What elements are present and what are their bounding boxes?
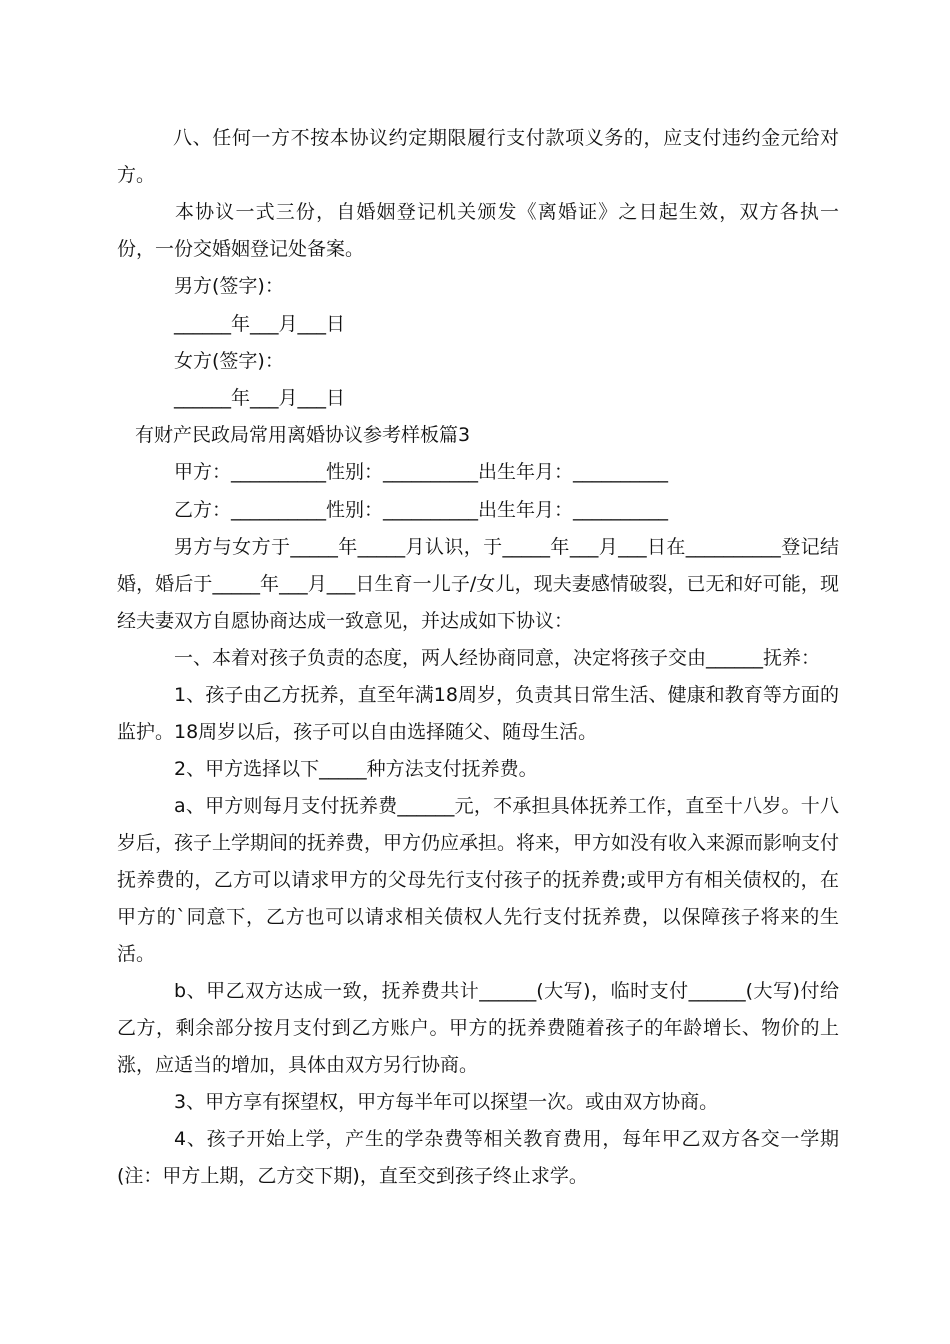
paragraph-payment-method: 2、甲方选择以下_____种方法支付抚养费。 bbox=[174, 758, 538, 780]
party-a-info: 甲方：__________性别：__________出生年月：__________ bbox=[174, 461, 669, 483]
female-signature-label: 女方(签字)： bbox=[174, 350, 284, 372]
paragraph-education-fees: 4、孩子开始上学，产生的学杂费等相关教育费用，每年甲乙双方各交一学期(注：甲方上期，乙方交下期)，直至交到孩子终止求学。 bbox=[117, 1128, 839, 1187]
paragraph-copies-effective: 本协议一式三份，自婚姻登记机关颁发《离婚证》之日起生效，双方各执一份，一份交婚姻登记处备案。 bbox=[117, 201, 839, 260]
female-date-line: ______年___月___日 bbox=[174, 387, 346, 409]
paragraph-visitation: 3、甲方享有探望权，甲方每半年可以探望一次。或由双方协商。 bbox=[174, 1091, 719, 1113]
paragraph-breach-penalty: 八、任何一方不按本协议约定期限履行支付款项义务的，应支付违约金元给对方。 bbox=[117, 127, 839, 186]
male-signature-label: 男方(签字)： bbox=[174, 275, 284, 297]
paragraph-intro: 男方与女方于_____年_____月认识，于_____年___月___日在__________登记结婚，婚后于_____年___月___日生育一儿子/女儿，现夫妻感情破裂，已无和好可能，现经夫妻双方自愿协商达成一致意见，并达成如下协议： bbox=[117, 536, 839, 632]
paragraph-custody: 一、本着对孩子负责的态度，两人经协商同意，决定将孩子交由______抚养： bbox=[174, 647, 821, 669]
male-date-line: ______年___月___日 bbox=[174, 313, 346, 335]
party-b-info: 乙方：__________性别：__________出生年月：__________ bbox=[174, 499, 669, 521]
paragraph-option-b: b、甲乙双方达成一致，抚养费共计______(大写)，临时支付______(大写)付给乙方，剩余部分按月支付到乙方账户。甲方的抚养费随着孩子的年龄增长、物价的上涨，应适当的增加，具体由双方另行协商。 bbox=[117, 980, 839, 1076]
paragraph-option-a: a、甲方则每月支付抚养费______元，不承担具体抚养工作，直至十八岁。十八岁后，孩子上学期间的抚养费，甲方仍应承担。将来，甲方如没有收入来源而影响支付抚养费的，乙方可以请求甲方的父母先行支付孩子的抚养费;或甲方有相关债权的，在甲方的`同意下，乙方也可以请求相关债权人先行支付抚养费，以保障孩子将来的生活。 bbox=[117, 795, 840, 965]
section-title: 有财产民政局常用离婚协议参考样板篇3 bbox=[135, 424, 471, 446]
paragraph-custody-1: 1、孩子由乙方抚养，直至年满18周岁，负责其日常生活、健康和教育等方面的监护。18周岁以后，孩子可以自由选择随父、随母生活。 bbox=[117, 684, 839, 743]
